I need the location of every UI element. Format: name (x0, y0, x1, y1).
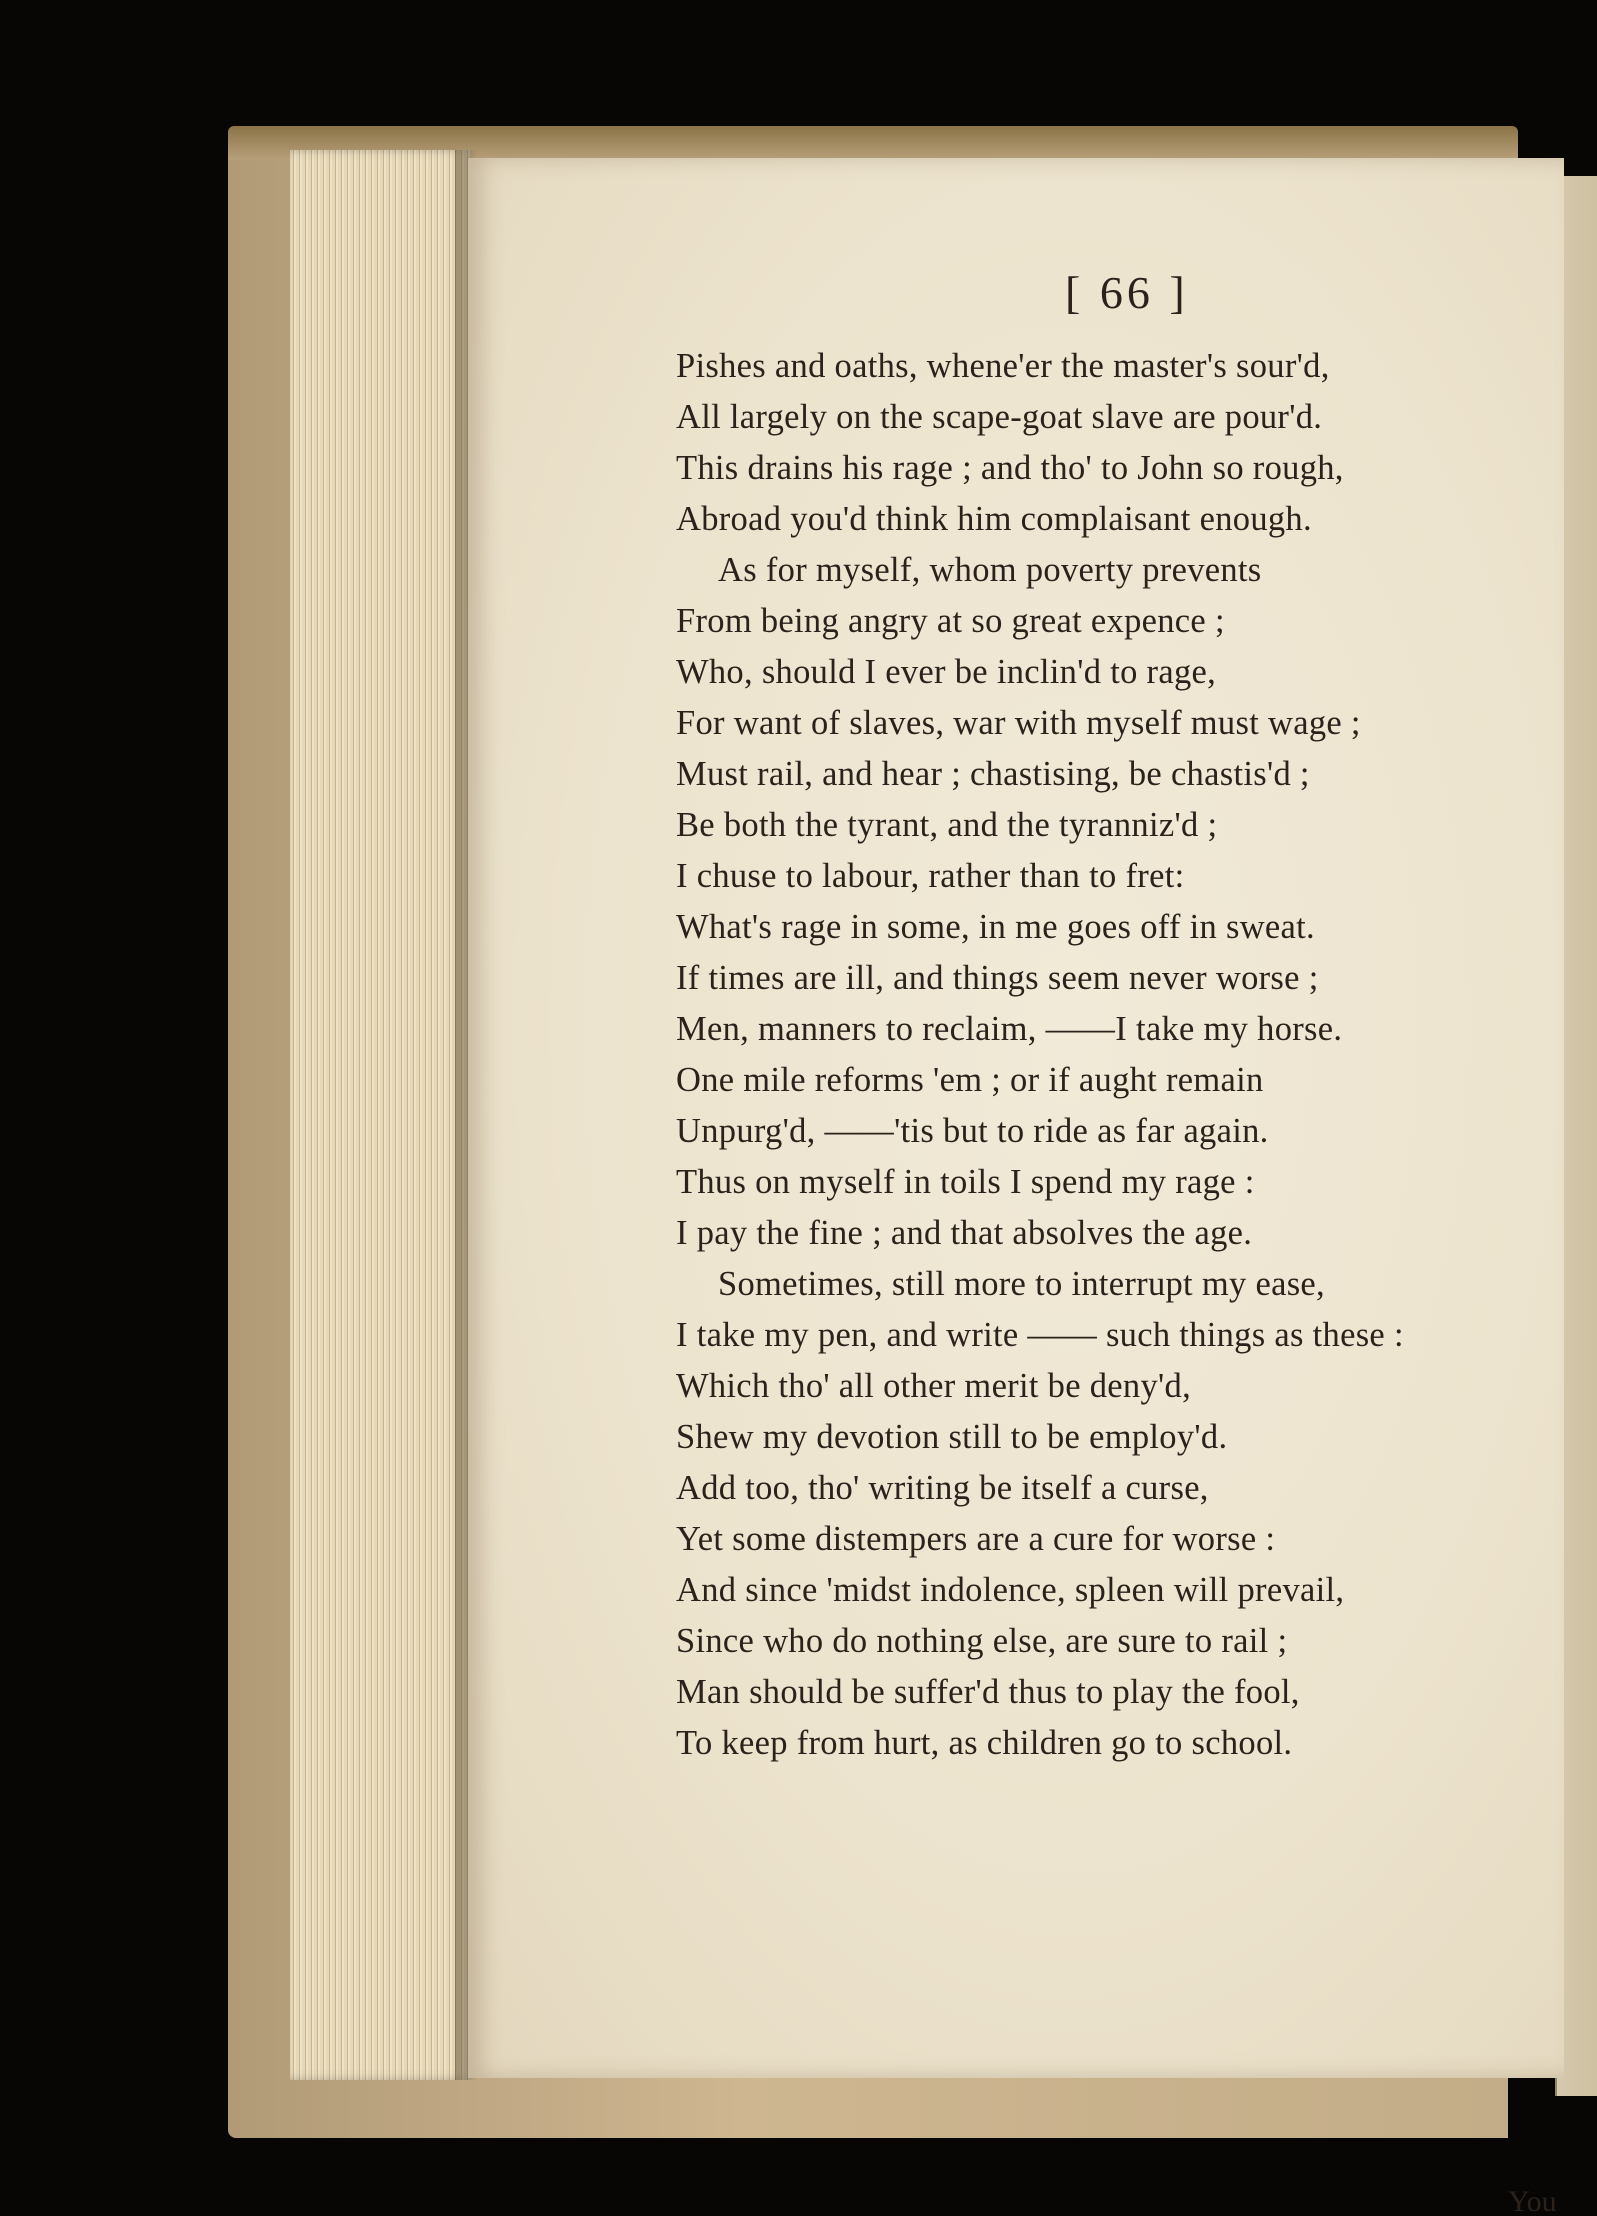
poem-line: Thus on myself in toils I spend my rage : (676, 1163, 1255, 1201)
poem-line: If times are ill, and things seem never worse ; (676, 959, 1319, 997)
poem-line: I pay the fine ; and that absolves the age. (676, 1214, 1253, 1252)
poem-line: To keep from hurt, as children go to school. (676, 1724, 1293, 1762)
poem-line: Pishes and oaths, whene'er the master's sour'd, (676, 347, 1330, 385)
page-number: [ 66 ] (1065, 267, 1189, 318)
poem-line: Yet some distempers are a cure for worse : (676, 1520, 1276, 1558)
page-edges-stack (290, 150, 470, 2080)
poem-line: Must rail, and hear ; chastising, be chastis'd ; (676, 755, 1310, 793)
poem-line: Which tho' all other merit be deny'd, (676, 1367, 1192, 1405)
poem-line: Abroad you'd think him complaisant enough. (676, 500, 1312, 538)
poem-text (676, 341, 1496, 1769)
poem-line: Shew my devotion still to be employ'd. (676, 1418, 1228, 1456)
poem-line: For want of slaves, war with myself must wage ; (676, 704, 1361, 742)
poem-line: From being angry at so great expence ; (676, 602, 1225, 640)
poem-line: Who, should I ever be inclin'd to rage, (676, 653, 1217, 691)
poem-line: Man should be suffer'd thus to play the fool, (676, 1673, 1300, 1711)
poem-line: Since who do nothing else, are sure to rail ; (676, 1622, 1288, 1660)
poem-line: This drains his rage ; and tho' to John so rough, (676, 449, 1344, 487)
poem-line: Be both the tyrant, and the tyranniz'd ; (676, 806, 1218, 844)
poem-line: Men, manners to reclaim, ——I take my horse. (676, 1010, 1343, 1048)
poem-line: Sometimes, still more to interrupt my ease, (718, 1265, 1325, 1303)
poem-line: I take my pen, and write —— such things as these : (676, 1316, 1404, 1354)
poem-line: As for myself, whom poverty prevents (718, 551, 1262, 589)
poem-line: Add too, tho' writing be itself a curse, (676, 1469, 1209, 1507)
poem-line: One mile reforms 'em ; or if aught remain (676, 1061, 1264, 1099)
poem-line: All largely on the scape-goat slave are pour'd. (676, 398, 1323, 436)
poem-line: What's rage in some, in me goes off in sweat. (676, 908, 1315, 946)
poem-line: Unpurg'd, ——'tis but to ride as far again. (676, 1112, 1269, 1150)
poem-line: I chuse to labour, rather than to fret: (676, 857, 1185, 895)
poem-line: And since 'midst indolence, spleen will prevail, (676, 1571, 1345, 1609)
catchword: You (1508, 2185, 1557, 2216)
